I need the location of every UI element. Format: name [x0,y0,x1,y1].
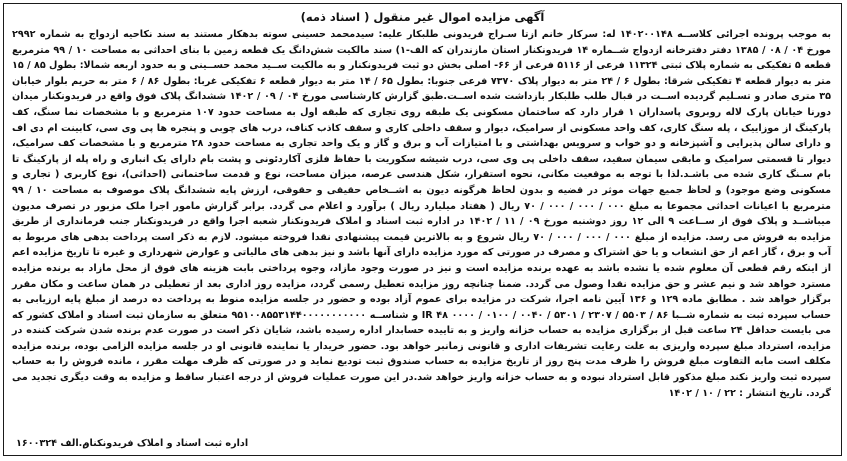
notice-title: آگهی مزایده اموال غیر منقول ( اسناد ذمه) [300,10,545,24]
issuing-office: اداره ثبت اسناد و املاک فریدونکنار [84,438,249,449]
notice-paragraph: به موجب پرونده اجرائی کلاســه ۱۴۰۲۰۰۱۴۸ له: سرکار خانم ازتا سـراج فریدونی طلبکار علیه: سیدمحمد حسینی سوته بدهکار مستند به سند نکاحیه ازدواج به شماره ۲۹۹۲ مورخ ۰۴ / ۰۸ / ۱۳۸۵ دفتر دفترخانه ازدواج شــماره ۱۴ فریدونکنار استان مازندران که الف-۱) سند مالکیت شش‌دانگ یک قطعه زمین با بنای احداثی به مساحت ۱۰ / ۹۹ مترمربع قطعه ۵ تفکیکی به شماره پلاک ثبتی ۱۱۳۲۴ فرعی از ۵۱۱۶ فرعی از ۶۶- اصلی بخش دو ثبت فریدونکنار و به مالکیت ســید محمد حســینی و به حدود اربعه شمالا: بطول ۸۵ / ۱۵ متر به دیوار قطعه ۴ تفکیکی شرقا: بطول ۶ / ۲۴ متر به دیوار پلاک ۷۳۷۰ فرعی جنوبا: بطول ۶۵ / ۱۴ متر به دیوار قطعه ۶ تفکیکی غربا: بطول ۸۶ / ۶ متر به حریم بلوار خیابان ۳۵ متری صادر و تسـلیم گردیده اســت در قبال طلب طلبکار بازداشت شده اســت.طبق گزارش کارشناسی مورخ ۰۴ / ۰۹ / ۱۴۰۲ ششدانگ پلاک فوق واقع در فریدونکنار میدان دورنا خیابان پارک لاله روبروی پاسداران ۱ قرار دارد که ساختمان مسکونی یک طبقه روی تجاری که طبقه اول به مساحت حدود ۱۰۷ مترمربع و با مشخصات نما سنگ، کف پارکینگ از موزاییک ، پله سنگ کاری، کف واحد مسکونی از سرامیک، دیوار و سقف داخلی کاری و سقف کاذب کناف، درب های چوبی و پنجره ها پی وی سی، کابینت ام دی اف و دارای سالن پذیرایی و آشپزخانه و دو خواب و سرویس بهداشتی و با امتیازات آب و برق و گاز و یک واحد تجاری به مساحت حدود ۲۸ مترمربع و با مشخصات کف سرامیک، دیوار تا قسمتی سرامیک و مابقی سیمان سفید، سقف داخلی پی وی سی، درب شیشه سکوریت با حفاظ فلزی آکاردئونی و پشت بام دارای یک انباری و راه پله از پارکینگ تا بام سـنگ کاری شده می باشـد.لذا با توجه به موقعیت مکانی، نحوه استقرار، شکل هندسی عرصه، میزان مساحت، نوع و قدمت ساختمانی (احداثی)، نوع کاربری ( تجاری و مسکونی وضع موجود) و لحاظ جمیع جهات موثر در قضیه و بدون لحاظ هرگونه دیون به اشــخاص حقیقی و حقوقی، ارزش پایه ششدانگ پلاک موصوف به مساحت ۱۰ / ۹۹ مترمربع با اعیانات احداثی مجموعا به مبلغ ۰۰۰ / ۰۰۰ / ۰۰۰ / ۷۰ ریال ( هفتاد میلیارد ریال ) برآورد و اعلام می گردد. برابر گزارش مامور اجرا ملک مزبور در تصرف مدیون میباشــد و پلاک فوق از ســاعت ۹ الی ۱۲ روز دوشنبه مورخ ۰۹ / ۱۱ / ۱۴۰۲ در اداره ثبت اسناد و املاک فریدونکنار شعبه اجرا واقع در فریدونکنار جنب فرمانداری از طریق مزایده به فروش می رسد. مزایده از مبلغ ۰۰۰ / ۰۰۰ / ۰۰۰ / ۷۰ ریال شروع و به بالاترین قیمت پیشنهادی نقدا فروخته میشود. لازم به ذکر است پرداخت بدهی های مربوط به آب و برق ، گاز اعم از حق انشعاب و یا حق اشتراک و مصرف در صورتی که مورد مزایده دارای آنها باشد و نیز بدهی های مالیاتی و عوارض شهرداری و غیره تا تاریخ مزایده اعم از اینکه رقم قطعی آن معلوم شده یا نشده باشد به عهده برنده مزایده است و نیز در صورت وجود مازاد، وجوه پرداختی بابت هزینه های فوق از محل مازاد به برنده مزایده مسترد خواهد شد و نیم عشر و حق مزایده نقدا وصول می گردد. ضمنا چنانچه روز مزایده تعطیل رسمی گردد، مزایده روز اداری بعد از تعطیلی در همان ساعت و مکان مقرر برگزار خواهد شد . مطابق ماده ۱۲۹ و ۱۳۶ آیین نامه اجرا، شرکت در مزایده برای عموم آزاد بوده و حضور در جلسه مزایده منوط به پرداخت ده درصد از مبلغ پایه ارزیابی به حساب سپرده ثبت به شماره شــبا ۸۶ / ۵۵۰۳ / ۲۳۰۷ / ۵۳۰۱ / ۰۰۴۰ / ۰۱۰۰ / ۰۰۰۰ IR ۴۸ و شناســه ۹۵۱۰۰۸۵۵۳۱۴۴۰۰۰۰۰۰۰۰۰۰۰ متعلق به سازمان ثبت اسناد و املاک کشور که می بایست حداقل ۲۴ ساعت قبل از برگزاری مزایده به حساب خزانه واریز و به تاییده حسابدار اداره رسیده باشد، شایان ذکر است در صورت عدم برنده شدن شرکت کننده در مزایده، استرداد مبلغ سپرده واریزی به علت رعایت تشریفات اداری و قانونی زمانبر خواهد بود. حضور خریدار یا نماینده قانونی او در جلسه مزایده الزامی بوده، برنده مزایده مکلف است مابه التفاوت مبلغ فروش را ظرف مدت پنج روز از تاریخ مزایده به حساب صندوق ثبت تودیع نماید و در صورتی که ظرف مهلت مقرر ، مانده فروش را به حساب سپرده ثبت واریز نکند مبلغ مذکور قابل استرداد نبوده و به حساب خزانه واریز خواهد شد.در این صورت عملیات فروش از درجه اعتبار ساقط و مزایده به وقت دیگری تجدید می گردد. تاریخ انتشار : ۲۲ / ۱۰ / ۱۴۰۲ [12,29,832,399]
notice-body [12,27,831,401]
reference-code: م.الف ۱۶۰۰۳۲۴ [16,438,90,449]
auction-notice [3,3,842,456]
